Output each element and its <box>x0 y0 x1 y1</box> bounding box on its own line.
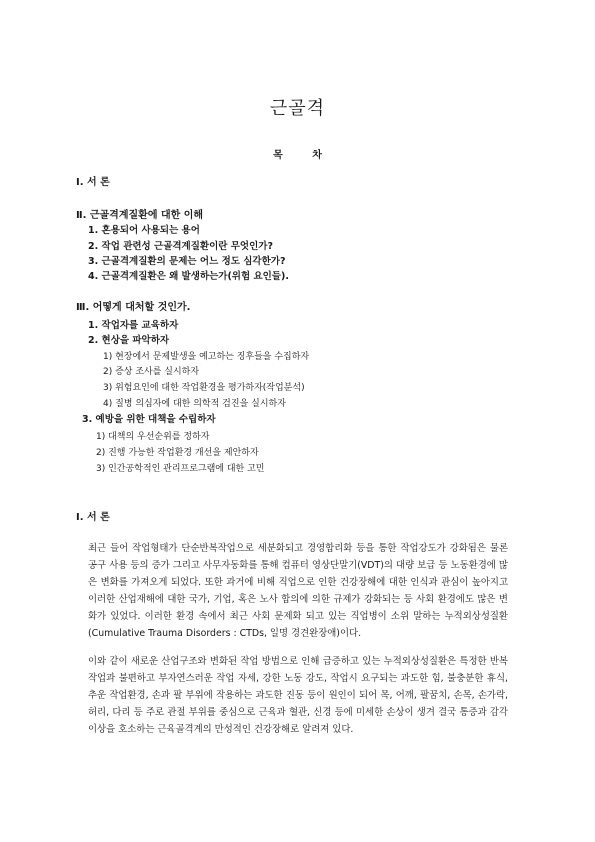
body-paragraph: 이와 같이 새로운 산업구조와 변화된 작업 방법으로 인해 급증하고 있는 누적외상성질환은 특정한 반복 작업과 불편하고 부자연스러운 작업 자세, 강한 노동 강도, 작업시 요구되는 과도한 힘, 불충분한 휴식, 추운 작업환경, 손과 팔 부위에 작용하는 과도한 진동 등이 원인이 되어 목, 어깨, 팔꿈치, 손목, 손가락, 허리, 다리 등 주로 관절 부위를 중심으로 근육과 혈관, 신경 등에 미세한 손상이 생겨 결국 통증과 감각이상을 호소하는 근육골격계의 만성적인 건강장해로 알려져 있다. <box>88 656 508 735</box>
toc-item: 1. 작업자를 교육하자 <box>88 320 179 331</box>
toc-subitem: 1) 현장에서 문제발생을 예고하는 징후들을 수집하자 <box>103 352 310 362</box>
document-title: 근골격 <box>269 98 326 119</box>
toc-item: 3. 근골격계질환의 문제는 어느 정도 심각한가? <box>88 256 286 267</box>
toc-item: 4. 근골격계질환은 왜 발생하는가(위험 요인들). <box>88 271 289 282</box>
toc-subitem: 2) 진행 가능한 작업환경 개선을 제안하자 <box>96 448 259 458</box>
toc-item: 1. 혼용되어 사용되는 용어 <box>88 225 200 236</box>
toc-subitem: 3) 위험요인에 대한 작업환경을 평가하자(작업분석) <box>103 383 305 393</box>
toc-section-3: Ⅲ. 어떻게 대처할 것인가. <box>76 302 191 313</box>
toc-item: 2. 작업 관련성 근골격계질환이란 무엇인가? <box>88 241 273 252</box>
toc-heading: 목 차 <box>273 150 322 161</box>
toc-item: 2. 현상을 파악하자 <box>88 335 170 346</box>
toc-subitem: 1) 대책의 우선순위를 정하자 <box>96 432 210 442</box>
toc-section-2: Ⅱ. 근골격계질환에 대한 이해 <box>76 210 204 221</box>
toc-subitem: 3) 인간공학적인 관리프로그램에 대한 고민 <box>96 464 265 474</box>
section-heading: Ⅰ. 서 론 <box>76 512 110 523</box>
toc-section-1: Ⅰ. 서 론 <box>76 177 110 188</box>
toc-subitem: 2) 증상 조사를 실시하자 <box>103 367 200 377</box>
toc-subitem: 4) 질병 의심자에 대한 의학적 검진을 실시하자 <box>103 399 286 409</box>
body-paragraph: 최근 들어 작업형태가 단순반복작업으로 세분화되고 경영합리화 등을 통한 작업강도가 강화됨은 물론 공구 사용 등의 증가 그리고 사무자동화를 통해 컴퓨터 영상단말기(VDT)의 대량 보급 등 노동환경에 많은 변화를 가져오게 되었다. 또한 과거에 비해 직업으로 인한 건강장해에 대한 인식과 관심이 높아지고 이러한 산업재해에 대한 국가, 기업, 혹은 노사 합의에 의한 규제가 강화되는 등 사회 환경에도 많은 변화가 있었다. 이러한 환경 속에서 최근 사회 문제화 되고 있는 직업병이 소위 말하는 누적외상성질환(Cumulative Trauma Disorders : CTDs, 일명 경견완장애)이다. <box>88 543 508 639</box>
toc-item: 3. 예방을 위한 대책을 수립하자 <box>82 414 216 425</box>
